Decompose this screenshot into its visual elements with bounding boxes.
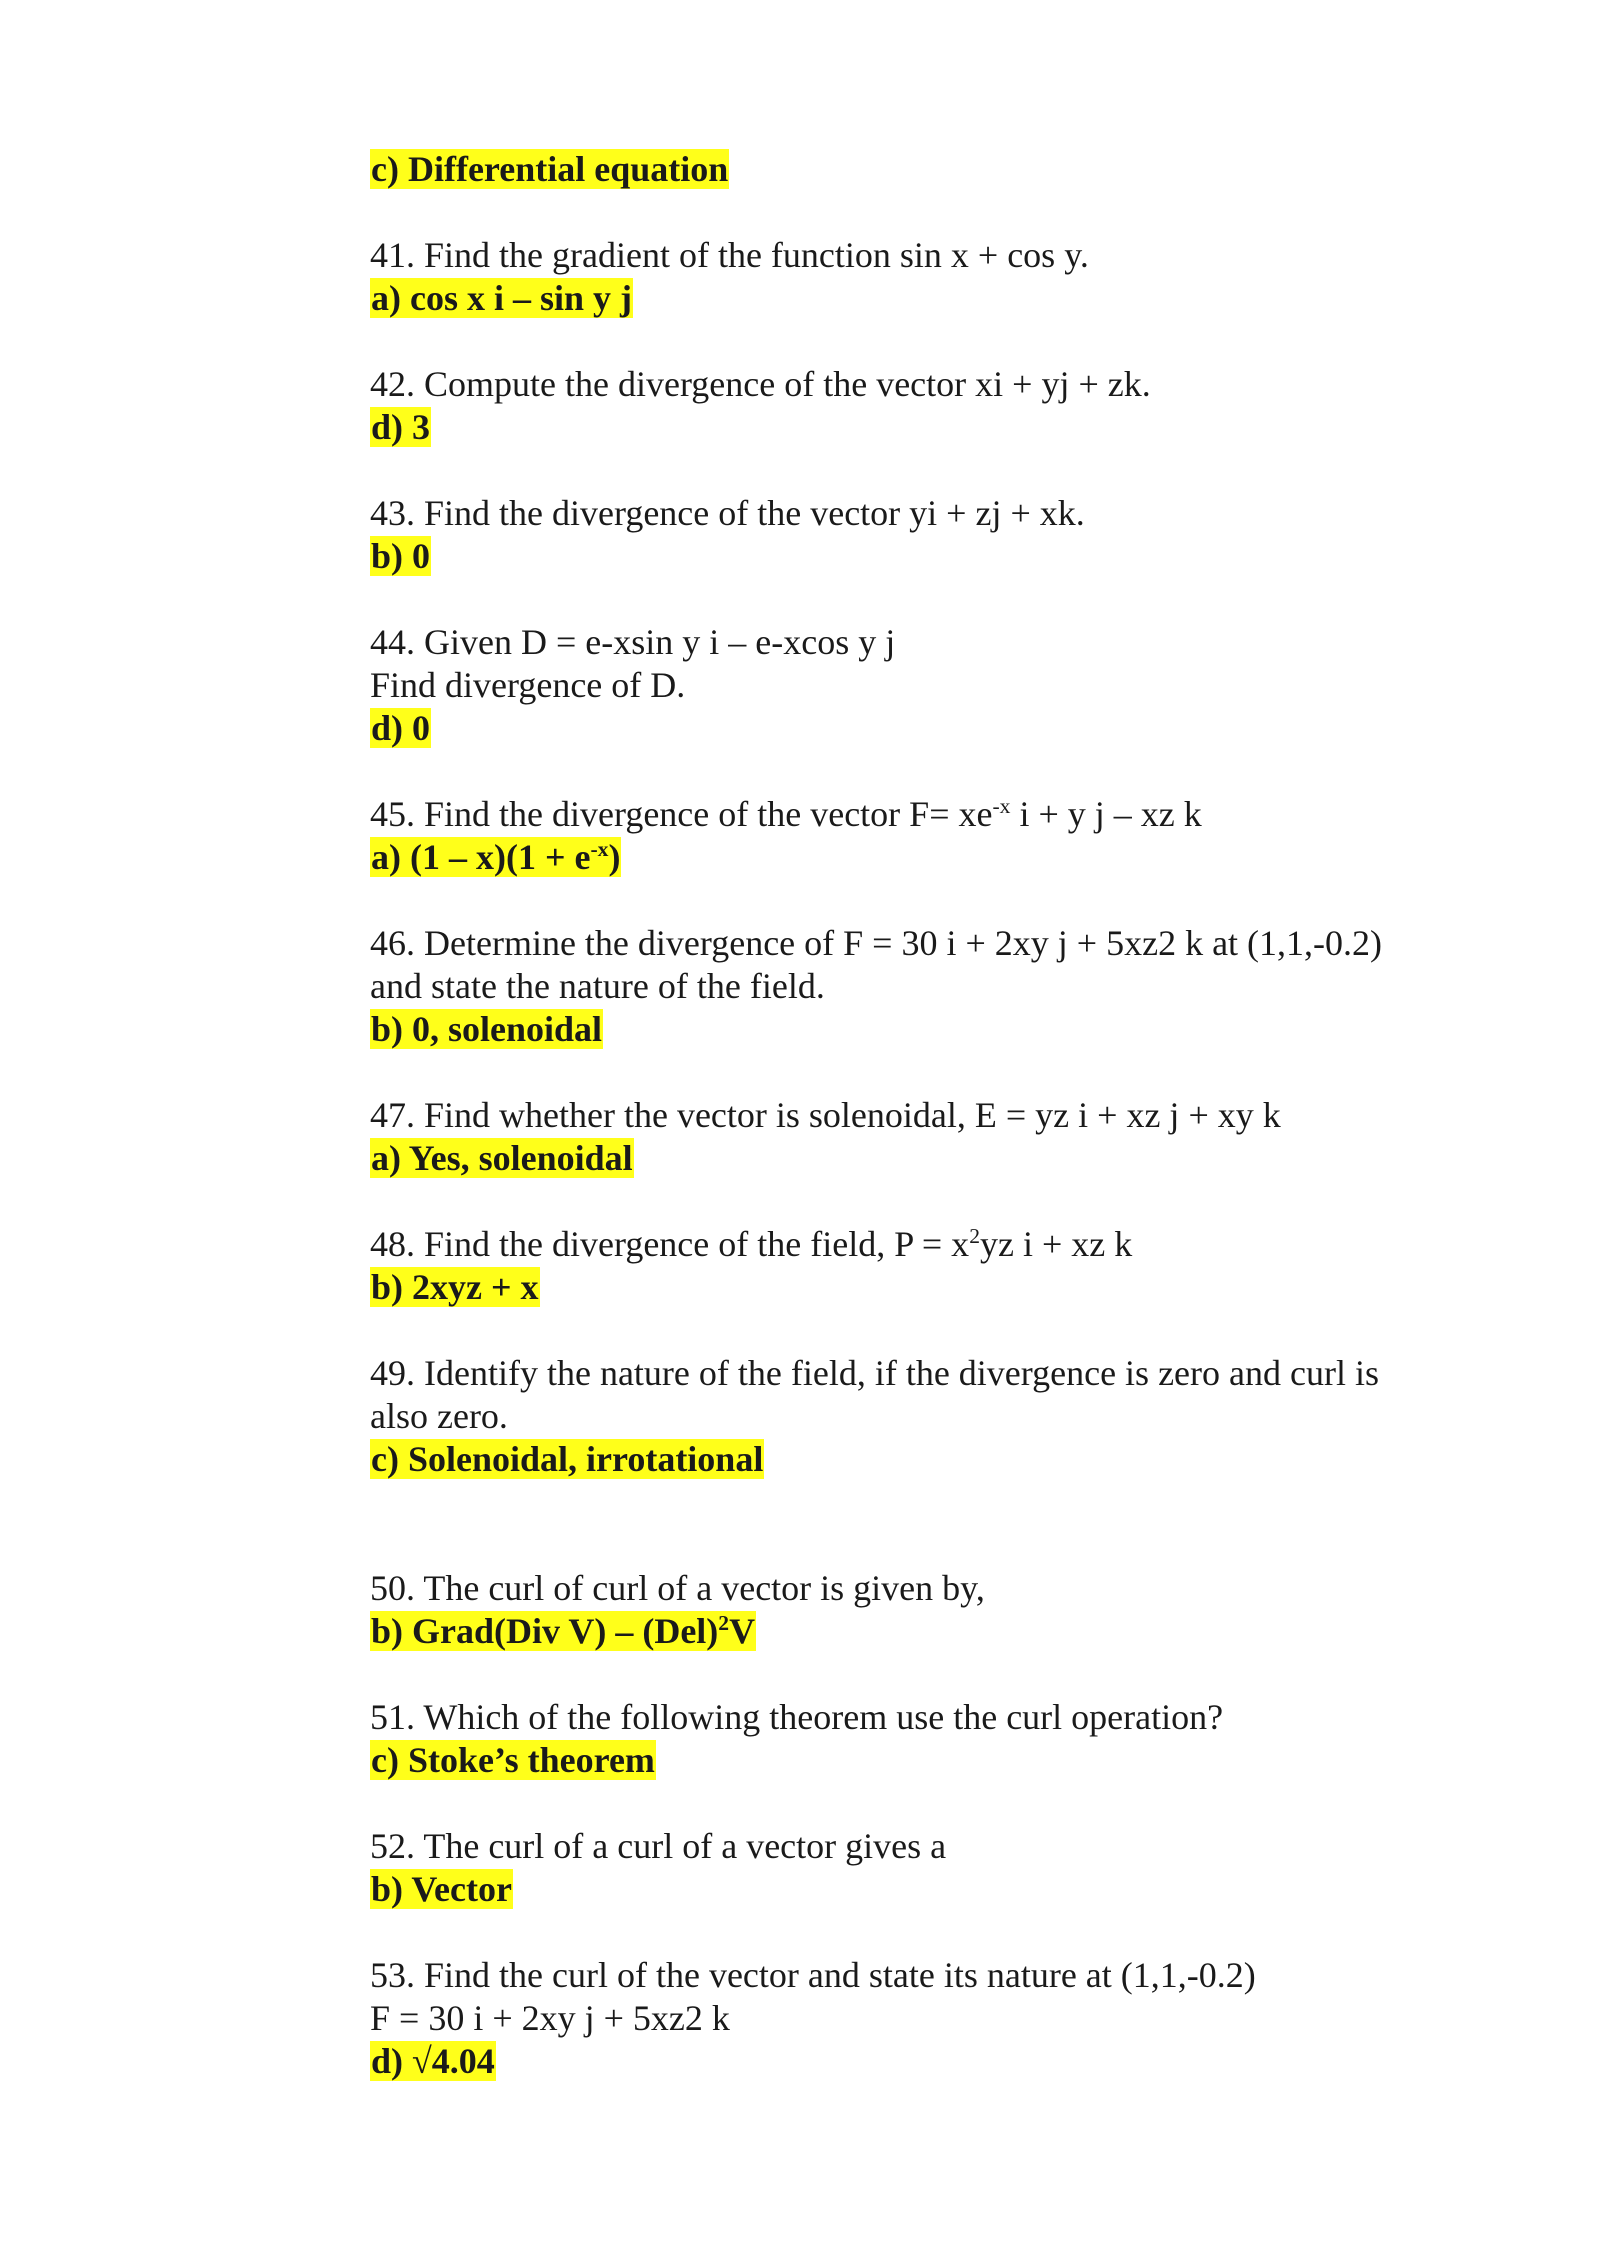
question-44 (370, 621, 1450, 750)
question-text: 44. Given D = e-xsin y i – e-xcos y j (370, 622, 896, 662)
question-45 (370, 793, 1450, 879)
answer-part: a) (1 – x)(1 + e (371, 837, 591, 877)
answer-highlight: b) Vector (371, 1869, 512, 1909)
question-text (370, 1223, 1450, 1266)
answer-part: b) Grad(Div V) – (Del) (371, 1611, 719, 1651)
question-53 (370, 1954, 1450, 2083)
question-41 (370, 234, 1450, 320)
superscript: -x (590, 837, 609, 861)
question-text-part: yz i + xz k (979, 1224, 1133, 1264)
question-text-line-2: F = 30 i + 2xy j + 5xz2 k (370, 1998, 730, 2038)
question-text: 49. Identify the nature of the field, if the divergence is zero and curl is (370, 1353, 1379, 1393)
previous-answer-block (370, 148, 1450, 191)
question-text: 53. Find the curl of the vector and state its nature at (1,1,-0.2) (370, 1955, 1256, 1995)
question-text: 42. Compute the divergence of the vector xi + yj + zk. (370, 364, 1151, 404)
question-43 (370, 492, 1450, 578)
answer-highlight: c) Differential equation (371, 149, 729, 189)
question-list (370, 148, 1450, 2126)
question-text-line-2: Find divergence of D. (370, 665, 686, 705)
answer-highlight: b) 2xyz + x (371, 1267, 539, 1307)
question-text: 41. Find the gradient of the function sin x + cos y. (370, 235, 1089, 275)
superscript: -x (992, 794, 1011, 818)
answer-highlight (370, 837, 621, 877)
answer-highlight: b) 0 (371, 536, 431, 576)
question-text: 47. Find whether the vector is solenoidal, E = yz i + xz j + xy k (370, 1095, 1281, 1135)
answer-highlight: d) 0 (371, 708, 431, 748)
question-text: 51. Which of the following theorem use the curl operation? (370, 1697, 1224, 1737)
superscript: 2 (969, 1224, 980, 1248)
answer-highlight: c) Solenoidal, irrotational (371, 1439, 764, 1479)
question-text-part: 45. Find the divergence of the vector F= xe (370, 794, 993, 834)
answer-highlight: a) cos x i – sin y j (371, 278, 632, 318)
answer-highlight: d) 3 (371, 407, 431, 447)
question-text-line-2: and state the nature of the field. (370, 966, 825, 1006)
question-text (370, 793, 1450, 836)
answer-part: ) (608, 837, 621, 877)
question-49 (370, 1352, 1450, 1481)
question-47 (370, 1094, 1450, 1180)
answer-highlight: c) Stoke’s theorem (371, 1740, 655, 1780)
answer-part: V (729, 1611, 756, 1651)
question-42 (370, 363, 1450, 449)
question-51 (370, 1696, 1450, 1782)
answer-highlight (370, 1611, 756, 1651)
superscript: 2 (718, 1611, 730, 1635)
question-52 (370, 1825, 1450, 1911)
question-50 (370, 1567, 1450, 1653)
question-text: 50. The curl of curl of a vector is given by, (370, 1568, 985, 1608)
answer-highlight: d) √4.04 (371, 2041, 495, 2081)
question-text: 52. The curl of a curl of a vector gives a (370, 1826, 947, 1866)
answer-highlight: b) 0, solenoidal (371, 1009, 603, 1049)
question-text-line-2: also zero. (370, 1396, 508, 1436)
question-text: 46. Determine the divergence of F = 30 i + 2xy j + 5xz2 k at (1,1,-0.2) (370, 923, 1383, 963)
question-48 (370, 1223, 1450, 1309)
question-text: 43. Find the divergence of the vector yi + zj + xk. (370, 493, 1085, 533)
question-46 (370, 922, 1450, 1051)
question-text-part: i + y j – xz k (1010, 794, 1202, 834)
answer-highlight: a) Yes, solenoidal (371, 1138, 633, 1178)
question-text-part: 48. Find the divergence of the field, P = x (370, 1224, 970, 1264)
